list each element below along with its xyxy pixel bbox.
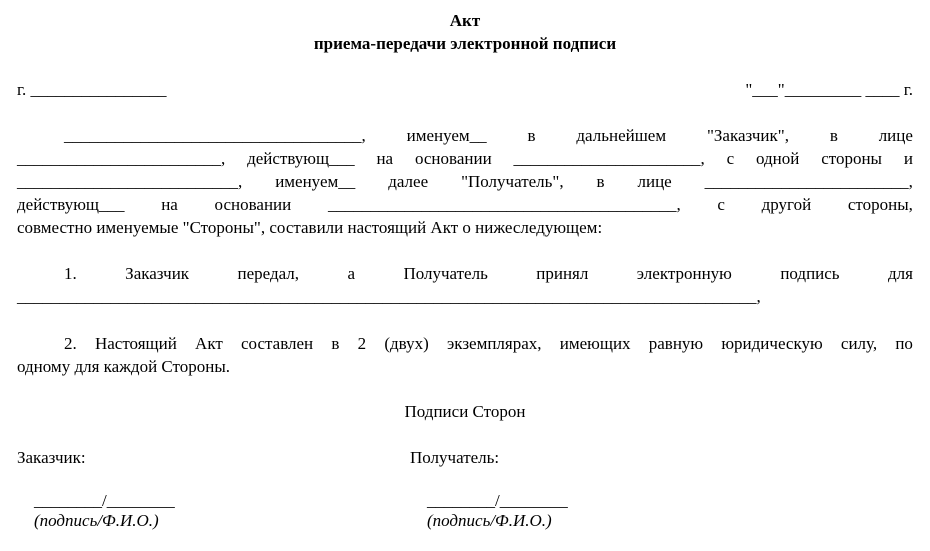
text-word: юридическую	[721, 334, 823, 353]
item2-line2: одному для каждой Стороны.	[17, 357, 231, 376]
text-word: ________________________,	[704, 172, 913, 191]
text-word: действующ___	[247, 149, 355, 168]
text-word: с	[717, 195, 725, 214]
text-word: 1.	[64, 264, 77, 283]
customer-signature-line	[17, 471, 179, 530]
text-word: составлен	[241, 334, 314, 353]
text-word: действующ___	[17, 195, 125, 214]
text-word: ________________________,	[17, 149, 226, 168]
text-word: другой	[761, 195, 812, 214]
recipient-label: Получатель:	[410, 448, 500, 467]
item2-line1	[17, 334, 913, 354]
customer-signature-hint: (подпись/Ф.И.О.)	[34, 511, 159, 530]
text-word: (двух)	[384, 334, 429, 353]
text-word: экземплярах,	[446, 334, 542, 353]
text-word: и	[903, 149, 913, 168]
text-word: на	[161, 195, 178, 214]
text-word: основании	[214, 195, 292, 214]
item1-line1	[17, 264, 913, 284]
text-word: силу,	[840, 334, 878, 353]
recipient-signature-line	[410, 471, 572, 530]
text-word: Акт	[195, 334, 223, 353]
text-word: __________________________,	[17, 172, 243, 191]
date-field: "___"_________ ____ г.	[745, 80, 913, 99]
text-word: для	[888, 264, 913, 283]
para1-line5: совместно именуемые "Стороны", составили настоящий Акт о нижеследующем:	[17, 218, 603, 237]
text-word: именуем__	[275, 172, 356, 191]
document-title: Акт	[449, 11, 481, 30]
text-word: дальнейшем	[576, 126, 667, 145]
text-word: передал,	[237, 264, 300, 283]
customer-signature-blank: ________/________	[34, 491, 175, 510]
text-word: равную	[648, 334, 704, 353]
para1-line2	[17, 149, 913, 169]
para1-line1	[17, 126, 913, 146]
text-word: далее	[388, 172, 429, 191]
text-word: Получатель	[403, 264, 488, 283]
recipient-signature-hint: (подпись/Ф.И.О.)	[427, 511, 552, 530]
city-field: г. ________________	[17, 80, 167, 99]
text-word: в	[331, 334, 340, 353]
text-word: Настоящий	[94, 334, 177, 353]
text-word: принял	[536, 264, 589, 283]
text-word: электронную	[636, 264, 732, 283]
text-word: на	[376, 149, 394, 168]
text-word: именуем__	[406, 126, 487, 145]
text-word: "Получатель",	[461, 172, 564, 191]
text-word: Заказчик	[125, 264, 190, 283]
text-word: стороны,	[847, 195, 913, 214]
signatures-heading: Подписи Сторон	[404, 402, 526, 421]
text-word: лице	[878, 126, 913, 145]
text-word: основании	[414, 149, 492, 168]
para1-line3	[17, 172, 913, 192]
text-word: одной	[756, 149, 800, 168]
recipient-signature-blank: ________/________	[427, 491, 568, 510]
text-word: "Заказчик",	[706, 126, 789, 145]
text-word: ______________________,	[513, 149, 705, 168]
text-word: в	[596, 172, 605, 191]
text-word: имеющих	[559, 334, 631, 353]
text-word: 2.	[64, 334, 77, 353]
text-word: ___________________________________,	[64, 126, 366, 145]
text-word: стороны	[821, 149, 882, 168]
text-word: в	[527, 126, 536, 145]
document-subtitle: приема-передачи электронной подписи	[313, 34, 617, 53]
text-word: в	[829, 126, 838, 145]
text-word: подпись	[780, 264, 840, 283]
customer-label: Заказчик:	[17, 448, 86, 467]
text-word: лице	[637, 172, 672, 191]
item1-line2: _______________________________________________________________________________________,	[17, 287, 761, 306]
text-word: 2	[357, 334, 367, 353]
text-word: с	[726, 149, 735, 168]
para1-line4	[17, 195, 913, 215]
text-word: по	[895, 334, 913, 353]
text-word: а	[347, 264, 356, 283]
text-word: _________________________________________,	[327, 195, 681, 214]
